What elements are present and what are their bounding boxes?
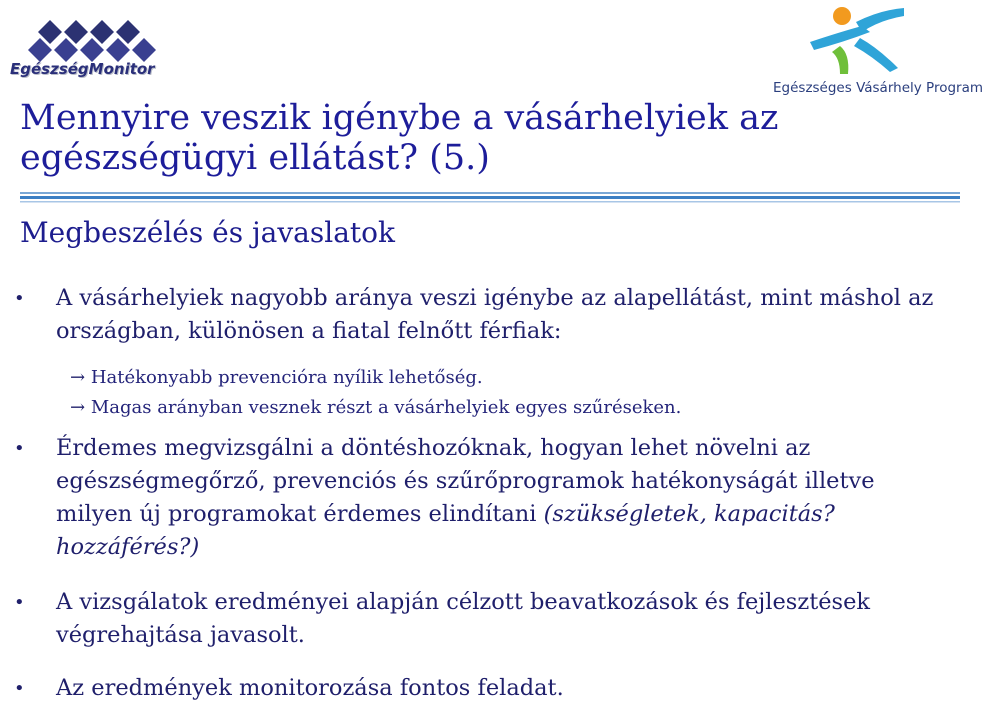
sub-bullet-item — [70, 366, 483, 390]
sub-bullet-item — [70, 396, 681, 420]
egeszseges-vasarhely-logo-text: Egészséges Vásárhely Program — [773, 80, 983, 96]
sub-bullet-text: Magas arányban vesznek részt a vásárhelyiek egyes szűréseken. — [90, 397, 682, 418]
bullet-text: A vizsgálatok eredményei alapján célzott beavatkozások és fejlesztések végrehajtása javasolt. — [56, 589, 871, 648]
page-title: Mennyire veszik igénybe a vásárhelyiek az egészségügyi ellátást? (5.) — [20, 98, 779, 178]
arrow-right-icon: → — [70, 367, 86, 388]
diamond-grid-icon — [8, 6, 178, 66]
bullet-text: A vásárhelyiek nagyobb aránya veszi igénybe az alapellátást, mint máshol az országban, különösen a fiatal felnőtt férfiak: — [56, 285, 934, 344]
bullet-item — [14, 282, 954, 348]
bullet-text: Az eredmények monitorozása fontos feladat. — [56, 675, 564, 701]
title-divider — [20, 190, 960, 210]
egeszseges-vasarhely-logo — [800, 2, 920, 80]
bullet-glyph: • — [14, 678, 25, 699]
sub-bullet-text: Hatékonyabb prevencióra nyílik lehetőség. — [90, 367, 483, 388]
bullet-text: Érdemes megvizsgálni a döntéshozóknak, hogyan lehet növelni az egészségmegőrző, prevenciós és szűrőprogramok hatékonyságát illetve milyen új programokat érdemes elindítani — [56, 435, 875, 527]
bullet-glyph: • — [14, 288, 25, 309]
bullet-glyph: • — [14, 438, 25, 459]
bullet-text-italic: (szükségletek, kapacitás? hozzáférés?) — [56, 501, 835, 560]
bullet-item — [14, 586, 954, 652]
arrow-right-icon: → — [70, 397, 86, 418]
bullet-item — [14, 432, 954, 564]
bullet-text-block — [56, 432, 954, 564]
section-subtitle: Megbeszélés és javaslatok — [20, 216, 395, 249]
bullet-glyph: • — [14, 592, 25, 613]
egeszsegmonitor-logo-text: EgészségMonitor — [10, 60, 155, 78]
bullet-item — [14, 672, 954, 705]
figure-logo-icon — [800, 2, 920, 80]
